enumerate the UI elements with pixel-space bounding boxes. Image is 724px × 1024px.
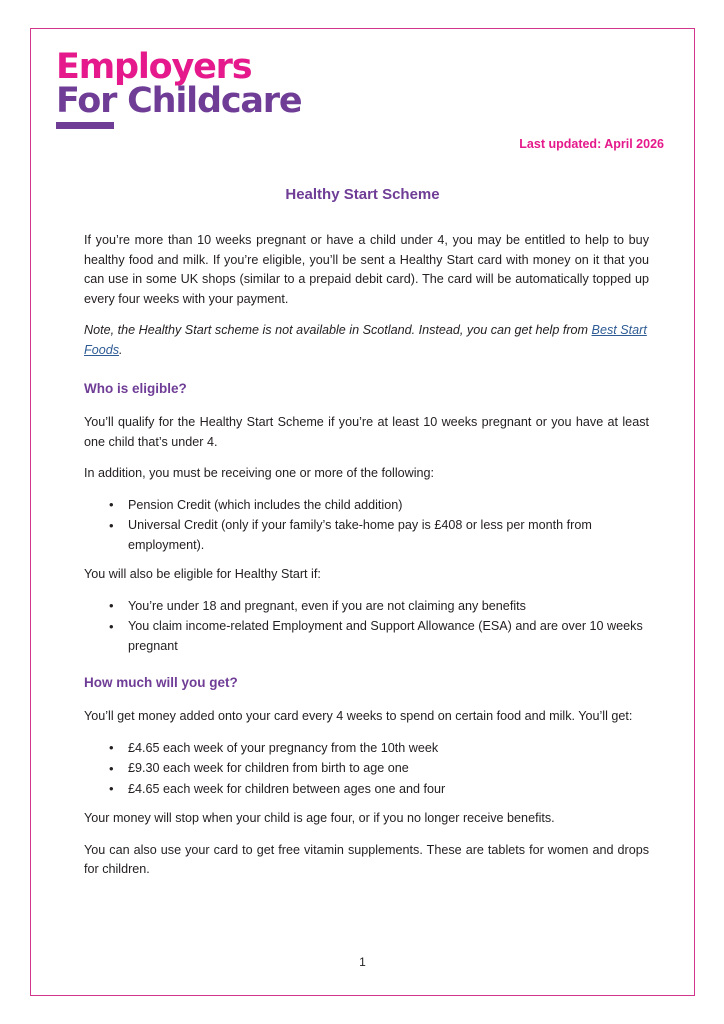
eligibility-additional-list bbox=[84, 597, 649, 657]
list-item: • £4.65 each week of your pregnancy from the 10th week bbox=[126, 739, 649, 759]
last-updated-label: Last updated: April 2026 bbox=[519, 137, 664, 151]
logo-text-employers: Employers bbox=[56, 47, 252, 87]
list-item: • £4.65 each week for children between ages one and four bbox=[126, 780, 649, 800]
amounts-list bbox=[84, 739, 649, 800]
logo-underline-bar bbox=[56, 122, 114, 129]
amounts-paragraph-2: Your money will stop when your child is age four, or if you no longer receive benefits. bbox=[84, 811, 555, 825]
document-body bbox=[84, 231, 649, 892]
amounts-paragraph-1: You’ll get money added onto your card every 4 weeks to spend on certain food and milk. You’ll get: bbox=[84, 709, 633, 723]
list-item: • Universal Credit (only if your family’s take-home pay is £408 or less per month from employment). bbox=[126, 516, 649, 555]
eligibility-benefits-list bbox=[84, 496, 649, 556]
scotland-note-text-before: Note, the Healthy Start scheme is not available in Scotland. Instead, you can get help from bbox=[84, 323, 592, 337]
company-logo bbox=[56, 49, 376, 129]
list-item: • Pension Credit (which includes the child addition) bbox=[126, 496, 649, 516]
eligibility-paragraph-1: You’ll qualify for the Healthy Start Scheme if you’re at least 10 weeks pregnant or you have at least one child that’s under 4. bbox=[84, 415, 649, 449]
section-heading-how-much-will-you-get: How much will you get? bbox=[84, 675, 238, 690]
document-page bbox=[31, 29, 694, 995]
scotland-note-text-after: . bbox=[119, 342, 123, 357]
page-number: 1 bbox=[359, 955, 366, 969]
logo-text-for-childcare: For Childcare bbox=[56, 81, 302, 121]
scotland-note bbox=[84, 321, 649, 360]
list-item: • £9.30 each week for children from birth to age one bbox=[126, 759, 649, 779]
best-start-foods-link[interactable]: Best Start Foods bbox=[84, 323, 647, 357]
list-item: • You’re under 18 and pregnant, even if you are not claiming any benefits bbox=[126, 597, 649, 617]
document-page-border bbox=[30, 28, 695, 996]
intro-paragraph: If you’re more than 10 weeks pregnant or have a child under 4, you may be entitled to help to buy healthy food and milk. If you’re eligible, you’ll be sent a Healthy Start card with money on it that you can use in some UK shops (similar to a prepaid debit card). The card will be automatically topped up every four weeks with your payment. bbox=[84, 233, 649, 306]
eligibility-paragraph-2: In addition, you must be receiving one or more of the following: bbox=[84, 466, 435, 480]
section-heading-who-is-eligible: Who is eligible? bbox=[84, 381, 187, 396]
eligibility-paragraph-3: You will also be eligible for Healthy Start if: bbox=[84, 567, 321, 581]
page-title: Healthy Start Scheme bbox=[285, 186, 440, 203]
list-item: • You claim income-related Employment and Support Allowance (ESA) and are over 10 weeks pregnant bbox=[126, 617, 649, 656]
amounts-paragraph-3: You can also use your card to get free vitamin supplements. These are tablets for women and drops for children. bbox=[84, 842, 649, 876]
